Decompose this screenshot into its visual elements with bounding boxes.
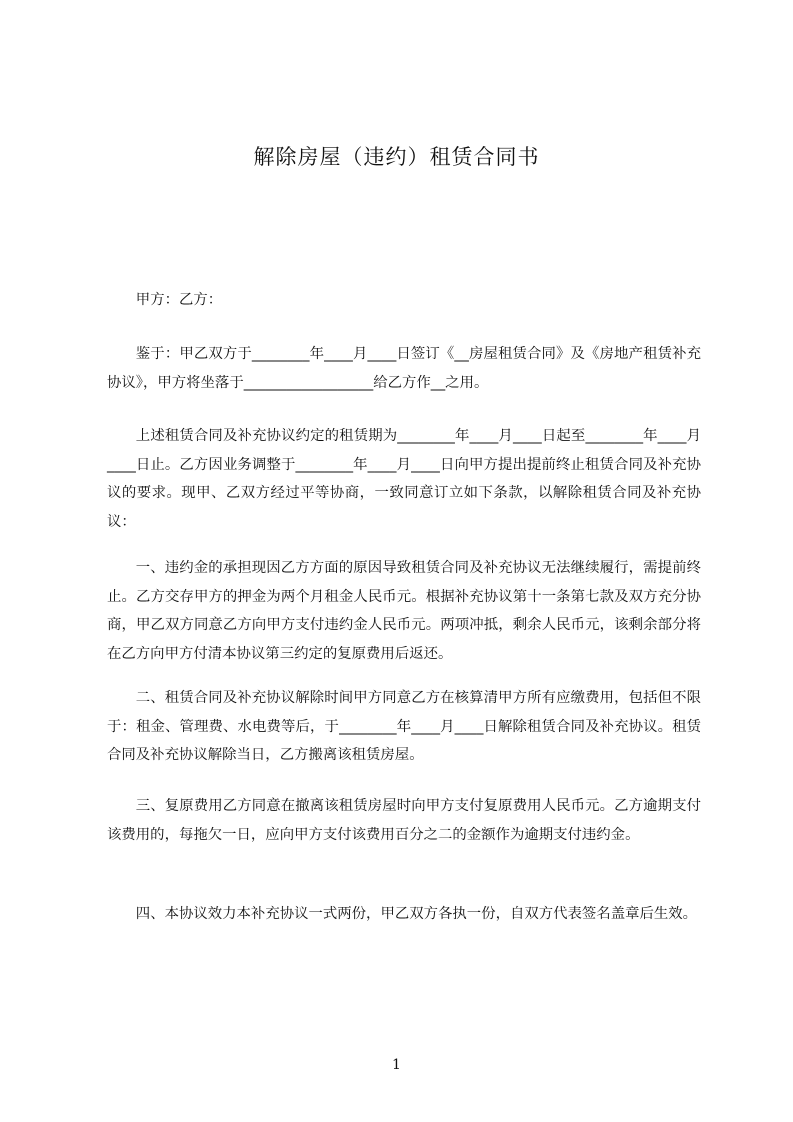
parties-line xyxy=(107,286,701,315)
term-paragraph xyxy=(107,422,701,536)
whereas-text: 鉴于：甲乙双方于________年____月____日签订《__房屋租赁合同》及《房地产租赁补充协议》，甲方将坐落于__________________给乙方作__之用。 xyxy=(107,346,701,391)
clause-4-text: 四、本协议效力本补充协议一式两份，甲乙双方各执一份，自双方代表签名盖章后生效。 xyxy=(135,906,698,922)
term-text: 上述租赁合同及补充协议约定的租赁期为________年____月____日起至________年____月____日止。乙方因业务调整于________年____月____日向甲方提出提前终止租赁合同及补充协议的要求。现甲、乙双方经过平等协商，一致同意订立如下条款，以解除租赁合同及补充协议： xyxy=(107,428,701,530)
clause-2-text: 二、租赁合同及补充协议解除时间甲方同意乙方在核算清甲方所有应缴费用，包括但不限于：租金、管理费、水电费等后，于________年____月____日解除租赁合同及补充协议。租赁合同及补充协议解除当日，乙方搬离该租赁房屋。 xyxy=(107,690,701,763)
page-number: 1 xyxy=(392,1057,401,1073)
clause-3-text: 三、复原费用乙方同意在撤离该租赁房屋时向甲方支付复原费用人民币元。乙方逾期支付该费用的，每拖欠一日，应向甲方支付该费用百分之二的金额作为逾期支付违约金。 xyxy=(107,798,701,843)
clause-2-paragraph xyxy=(107,684,701,770)
clause-1-paragraph xyxy=(107,554,701,668)
whereas-paragraph xyxy=(107,340,701,397)
clause-4-paragraph xyxy=(107,900,701,929)
parties-text: 甲方：乙方： xyxy=(135,292,223,308)
clause-3-paragraph xyxy=(107,792,701,849)
document-title: 解除房屋（违约）租赁合同书 xyxy=(253,145,540,169)
clause-1-text: 一、违约金的承担现因乙方方面的原因导致租赁合同及补充协议无法继续履行，需提前终止。乙方交存甲方的押金为两个月租金人民币元。根据补充协议第十一条第七款及双方充分协商，甲乙双方同意乙方向甲方支付违约金人民币元。两项冲抵，剩余人民币元，该剩余部分将在乙方向甲方付清本协议第三约定的复原费用后返还。 xyxy=(107,560,701,662)
